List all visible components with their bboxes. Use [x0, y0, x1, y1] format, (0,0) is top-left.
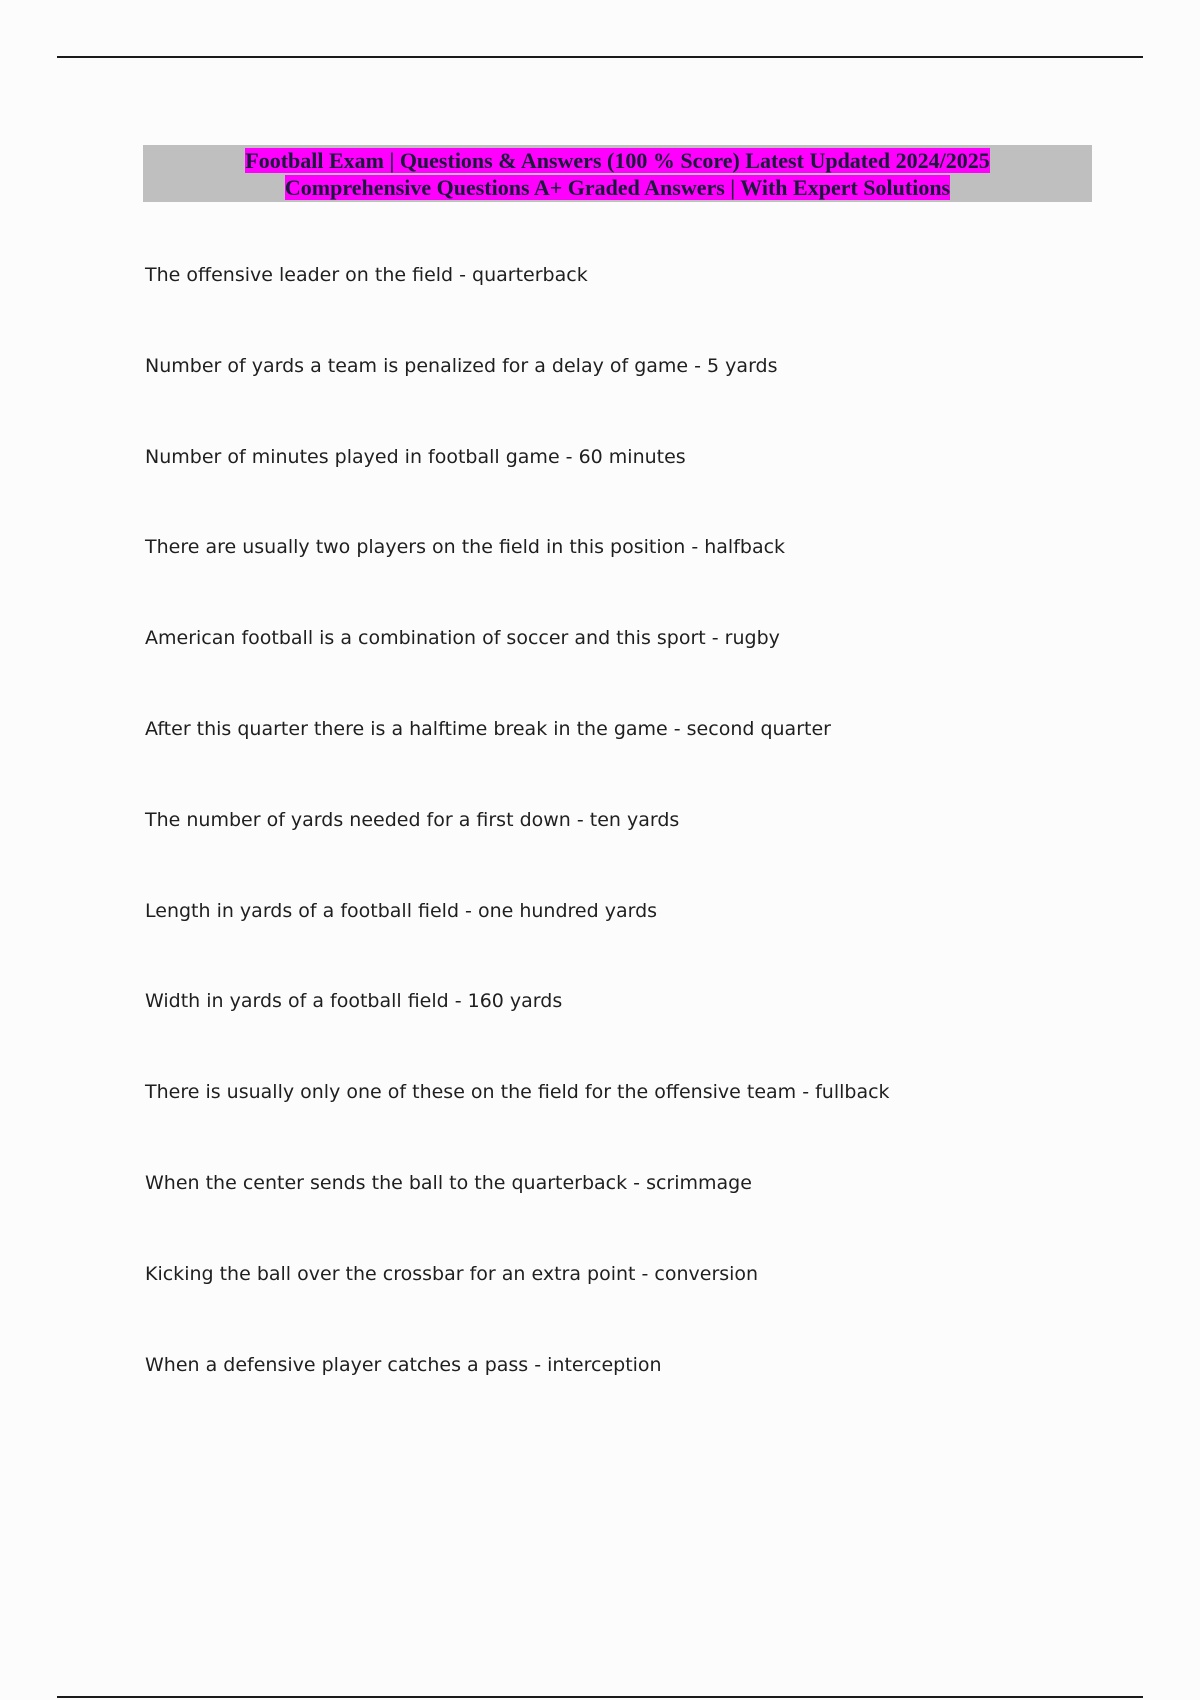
header-rule [57, 56, 1143, 58]
document-title [143, 145, 1092, 202]
title-line-2: Comprehensive Questions A+ Graded Answers | With Expert Solutions [284, 175, 951, 200]
qa-item: Kicking the ball over the crossbar for an extra point - conversion [145, 1262, 759, 1285]
qa-item: American football is a combination of soccer and this sport - rugby [145, 627, 780, 650]
qa-item: Width in yards of a football field - 160 yards [145, 990, 563, 1013]
footer-rule [57, 1696, 1143, 1698]
qa-item: There is usually only one of these on the field for the offensive team - fullback [145, 1081, 890, 1104]
qa-list [145, 260, 890, 1440]
qa-item: After this quarter there is a halftime break in the game - second quarter [145, 717, 831, 740]
qa-item: Number of minutes played in football game - 60 minutes [145, 445, 686, 468]
qa-item: Length in yards of a football field - one hundred yards [145, 899, 658, 922]
qa-item: Number of yards a team is penalized for a delay of game - 5 yards [145, 354, 778, 377]
qa-item: When a defensive player catches a pass - interception [145, 1353, 662, 1376]
qa-item: The number of yards needed for a first down - ten yards [145, 808, 680, 831]
qa-item: When the center sends the ball to the quarterback - scrimmage [145, 1171, 752, 1194]
title-line-1: Football Exam | Questions & Answers (100 % Score) Latest Updated 2024/2025 [245, 148, 990, 173]
qa-item: There are usually two players on the field in this position - halfback [145, 536, 786, 559]
qa-item: The offensive leader on the field - quarterback [145, 264, 588, 286]
